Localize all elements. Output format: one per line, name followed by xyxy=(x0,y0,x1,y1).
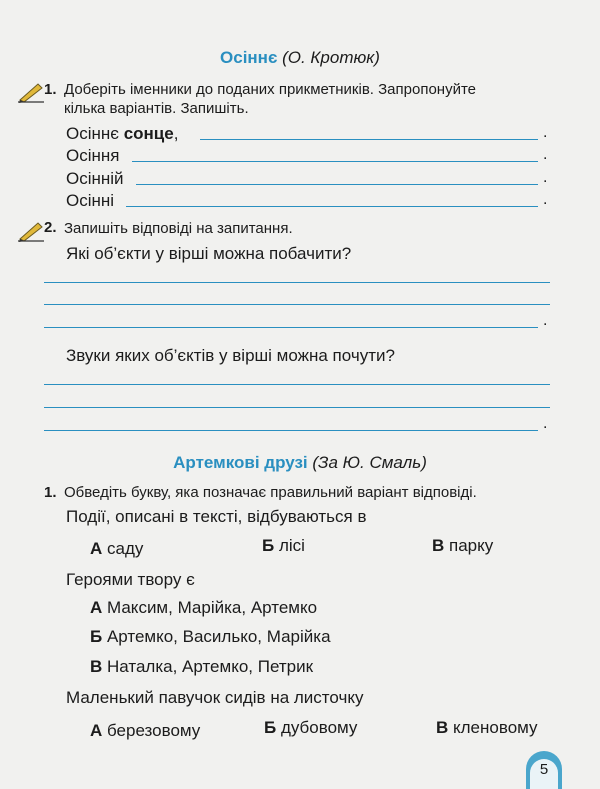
task-instruction-line1: Доберіть іменники до поданих прикметників. Запропонуйте xyxy=(64,81,477,98)
answer-line[interactable] xyxy=(44,384,550,385)
option-b[interactable]: Б Артемко, Василько, Марійка xyxy=(90,627,331,646)
question-text: Маленький павучок сидів на листочку xyxy=(66,688,364,707)
page-number: 5 xyxy=(530,759,558,789)
workbook-page: Осіннє (О. Кротюк) 1. Доберіть іменники до поданих прикметників. Запропонуйте кількa варіантів. Запишіть. Осіннє сонце, . Осіння . Осінній . Осінні . 2. Запишіть відповіді на запитання. Які об’єкти у вірші можна побачити? . Звуки яких об’єктів у вірші можна почути? . Артемкові друзі (За Ю. Смаль) 1. Обведіть букву, яка позначає правильний варіант відповіді. Події, описані в тексті, відбуваються в А саду Б лісі В парку Героями твору є А Максим, Марійка, Артемко Б Артемко, Василько, Марійка В Наталка, Артемко, Петрик Маленький павучок сидів на листочку А березовому Б дубовому В кленовому 5 xyxy=(0,0,600,789)
option-v[interactable]: В кленовому xyxy=(436,718,538,737)
adjective-row: Осіння xyxy=(66,146,120,165)
option-v[interactable]: В Наталка, Артемко, Петрик xyxy=(90,657,314,676)
page-number-tab xyxy=(526,751,562,789)
answer-line[interactable] xyxy=(44,407,550,408)
option-b[interactable]: Б лісі xyxy=(262,536,305,555)
question-text: Звуки яких об’єктів у вірші можна почути? xyxy=(66,346,395,365)
adjective-row: Осіннє сонце, xyxy=(66,124,179,143)
poem-author: (О. Кротюк) xyxy=(282,48,380,67)
question-text: Які об’єкти у вірші можна побачити? xyxy=(66,244,352,263)
question-text: Події, описані в тексті, відбуваються в xyxy=(66,507,367,526)
adjective-row: Осінній xyxy=(66,169,124,188)
option-a[interactable]: А березовому xyxy=(90,721,201,740)
answer-line[interactable] xyxy=(44,327,538,328)
option-a[interactable]: А Максим, Марійка, Артемко xyxy=(90,598,318,617)
task-instruction: Обведіть букву, яка позначає правильний варіант відповіді. xyxy=(64,484,477,501)
question-text: Героями твору є xyxy=(66,570,195,589)
task-number: 1. xyxy=(44,81,57,98)
answer-line[interactable] xyxy=(200,139,538,140)
answer-line[interactable] xyxy=(132,161,538,162)
task-number: 1. xyxy=(44,484,57,501)
answer-line[interactable] xyxy=(44,282,550,283)
option-b[interactable]: Б дубовому xyxy=(264,718,358,737)
answer-line[interactable] xyxy=(136,184,538,185)
pencil-icon xyxy=(16,219,46,243)
task-instruction: Запишіть відповіді на запитання. xyxy=(64,220,293,237)
poem-title: Осіннє xyxy=(220,48,278,67)
answer-line[interactable] xyxy=(44,304,550,305)
option-a[interactable]: А саду xyxy=(90,539,144,558)
pencil-icon xyxy=(16,80,46,104)
option-v[interactable]: В парку xyxy=(432,536,494,555)
adjective-row: Осінні xyxy=(66,191,115,210)
task-number: 2. xyxy=(44,219,57,236)
section-title-artemkovi xyxy=(0,453,600,473)
task-instruction-line2: кількa варіантів. Запишіть. xyxy=(64,100,249,117)
story-author: (За Ю. Смаль) xyxy=(312,453,427,472)
answer-line[interactable] xyxy=(126,206,538,207)
answer-line[interactable] xyxy=(44,430,538,431)
story-title: Артемкові друзі xyxy=(173,453,308,472)
section-title-osinnie xyxy=(0,48,600,68)
